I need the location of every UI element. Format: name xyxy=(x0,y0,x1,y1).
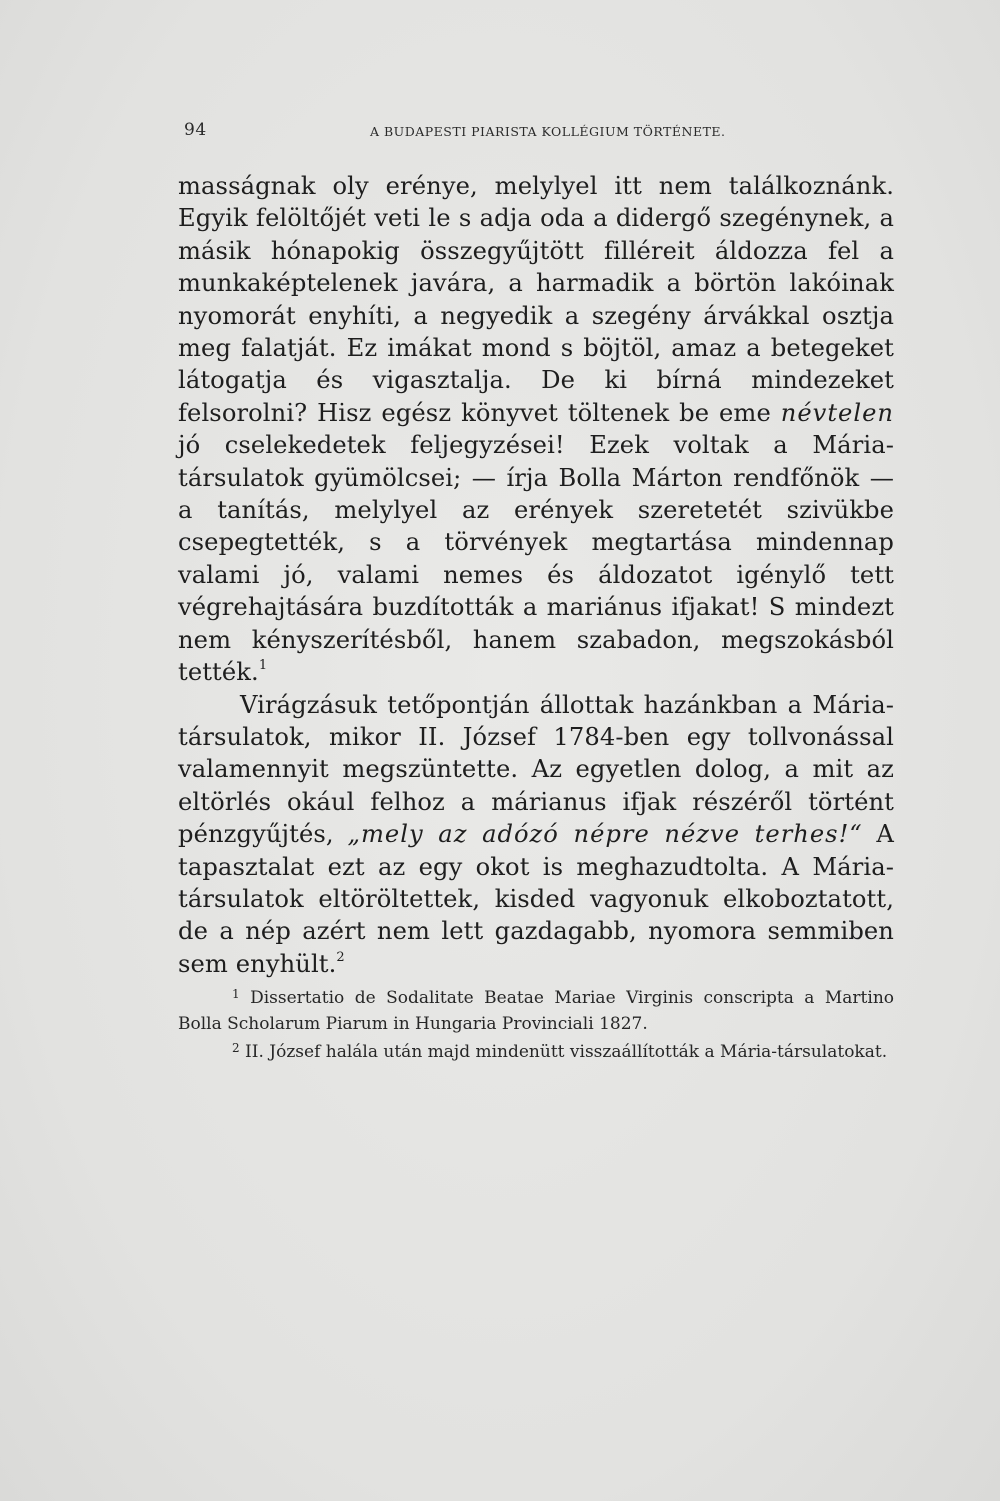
footnote-ref-2: 2 xyxy=(336,949,345,965)
paragraph-1-text-b: jó cselekedetek feljegyzései! Ezek voltak a Mária-társulatok gyümölcsei; — írja Bolla Márton rendfőnök — a tanítás, melylyel az erények szeretetét szivükbe csepegtették, s a törvények megtartása mindennap valami jó, valami nemes és áldozatot igénylő tett végrehajtására buzdították a mariánus ifjakat! S mindezt nem kényszerítésből, hanem szabadon, megszokásból tették. xyxy=(178,431,894,687)
footnote-2 xyxy=(178,1039,894,1065)
paragraph-2-text-a: Virágzásuk tetőpontján állottak hazánkban a Mária-társulatok, mikor II. József 1784-ben egy tollvonással valamennyit megszüntette. Az egyetlen dolog, a mit az eltörlés okául felhoz a márianus ifjak részéről történt pénzgyűjtés, xyxy=(178,690,894,849)
paragraph-2-italic: „mely az adózó népre nézve terhes!“ xyxy=(347,820,863,849)
main-text xyxy=(178,170,894,980)
running-title: A BUDAPESTI PIARISTA KOLLÉGIUM TÖRTÉNETE. xyxy=(370,124,726,139)
paragraph-2 xyxy=(178,689,894,981)
footnote-1 xyxy=(178,985,894,1037)
paragraph-2-text-b: A tapasztalat ezt az egy okot is meghazudtolta. A Mária-társulatok eltöröltettek, kisded vagyonuk elkoboztatott, de a nép azért nem lett gazdagabb, nyomora semmiben sem enyhült. xyxy=(178,820,894,978)
footnote-1-mark: 1 xyxy=(232,987,240,1001)
footnotes xyxy=(178,985,894,1067)
paragraph-1-italic: névtelen xyxy=(780,398,894,427)
footnote-2-mark: 2 xyxy=(232,1041,240,1055)
footnote-1-text: Dissertatio de Sodalitate Beatae Mariae Virginis conscripta a Martino Bolla Scholarum Piarum in Hungaria Provinciali 1827. xyxy=(178,988,894,1034)
footnote-2-text: II. József halála után majd mindenütt visszaállították a Mária-társulatokat. xyxy=(245,1042,888,1062)
footnote-ref-1: 1 xyxy=(258,658,268,674)
paragraph-1 xyxy=(178,170,894,689)
page-number: 94 xyxy=(184,120,207,140)
paragraph-1-text-a: masságnak oly erénye, melylyel itt nem találkoznánk. Egyik felöltőjét veti le s adja oda a didergő szegénynek, a másik hónapokig összegyűjtött filléreit áldozza fel a munkaképtelenek javára, a harmadik a börtön lakóinak nyomorát enyhíti, a negyedik a szegény árvákkal osztja meg falatját. Ez imákat mond s böjtöl, amaz a betegeket látogatja és vigasztalja. De ki bírná mindezeket felsorolni? Hisz egész könyvet töltenek be eme xyxy=(178,172,894,427)
